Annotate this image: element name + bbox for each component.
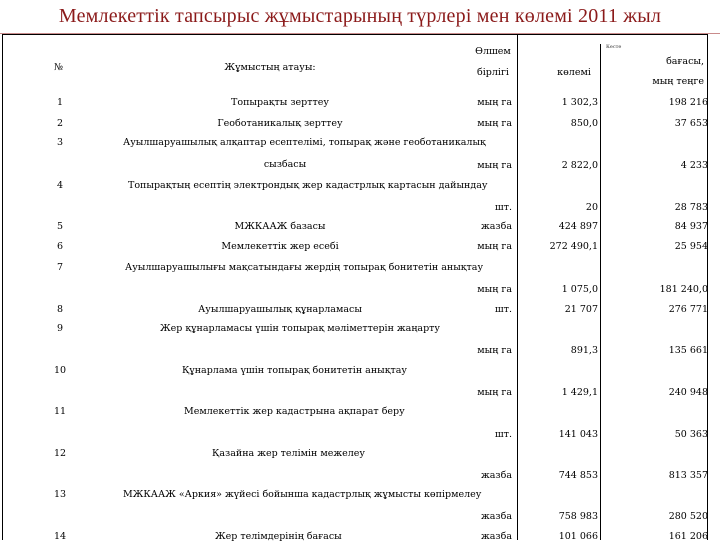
row-5-volume: 424 897 xyxy=(558,221,598,232)
row-3-num: 3 xyxy=(57,137,64,148)
row-13-num: 13 xyxy=(54,489,67,500)
row-5-cost: 84 937 xyxy=(674,221,708,232)
row-1-volume: 1 302,3 xyxy=(561,97,598,108)
header-unit-top: Өлшем xyxy=(475,46,511,57)
row-2-cost: 37 653 xyxy=(674,118,708,129)
row-3-name: Ауылшаруашылық алқаптар есептелімі, топырақ және геоботаникалық xyxy=(123,137,486,148)
row-13-name: МЖКААЖ «Аркия» жүйесі бойынша кадастрлық жұмысты көпірмелеу xyxy=(123,489,482,500)
row-4-unit: шт. xyxy=(494,202,512,213)
row-7-unit: мың га xyxy=(477,284,512,295)
row-13-cost: 280 520 xyxy=(668,511,708,522)
row-14-volume: 101 066 xyxy=(558,531,598,542)
row-2-num: 2 xyxy=(57,118,64,129)
row-8-volume: 21 707 xyxy=(564,304,598,315)
row-12-cost: 813 357 xyxy=(668,470,708,481)
row-6-unit: мың га xyxy=(477,241,512,252)
row-6-volume: 272 490,1 xyxy=(549,241,598,252)
row-1-cost: 198 216 xyxy=(668,97,708,108)
table-vline-volume xyxy=(600,44,601,540)
row-1-num: 1 xyxy=(57,97,64,108)
row-7-cost: 181 240,0 xyxy=(659,284,708,295)
row-9-name: Жер құнарламасы үшін топырақ мәліметтерін жаңарту xyxy=(160,323,441,334)
header-cost-bottom: мың теңге xyxy=(652,76,704,87)
row-7-volume: 1 075,0 xyxy=(561,284,598,295)
row-11-volume: 141 043 xyxy=(558,429,598,440)
header-cost-top: бағасы, xyxy=(666,56,704,67)
row-3-name-cont: сызбасы xyxy=(263,159,307,170)
row-9-unit: мың га xyxy=(477,345,512,356)
table-vline-unit xyxy=(517,34,518,540)
row-11-unit: шт. xyxy=(494,429,512,440)
row-3-volume: 2 822,0 xyxy=(561,160,598,171)
row-1-unit: мың га xyxy=(477,97,512,108)
row-11-name: Мемлекеттік жер кадастрына ақпарат беру xyxy=(184,406,405,417)
row-5-num: 5 xyxy=(57,221,64,232)
row-2-name: Геоботаникалық зерттеу xyxy=(217,118,343,129)
row-6-cost: 25 954 xyxy=(674,241,708,252)
row-8-num: 8 xyxy=(57,304,64,315)
header-name: Жұмыстың атауы: xyxy=(224,62,316,73)
row-4-cost: 28 783 xyxy=(674,202,708,213)
row-14-cost: 161 206 xyxy=(668,531,708,542)
table-vline-left xyxy=(2,34,3,540)
row-14-num: 14 xyxy=(54,531,67,542)
row-5-name: МЖКААЖ базасы xyxy=(234,221,326,232)
table-hline-top xyxy=(2,34,708,35)
row-12-num: 12 xyxy=(54,448,67,459)
row-8-name: Ауылшаруашылық құнарламасы xyxy=(198,304,362,315)
row-1-name: Топырақты зерттеу xyxy=(231,97,329,108)
row-6-num: 6 xyxy=(57,241,64,252)
header-unit-bottom: бірлігі xyxy=(477,67,509,78)
row-12-unit: жазба xyxy=(481,470,512,481)
header-small-note: Кесте xyxy=(606,44,622,50)
row-4-name: Топырақтың есептің электрондық жер кадастрлық картасын дайындау xyxy=(128,180,488,191)
row-14-name: Жер телімдерінің бағасы xyxy=(215,531,342,542)
page-title: Мемлекеттік тапсырыс жұмыстарының түрлері мен көлемі 2011 жыл xyxy=(58,5,662,27)
row-8-cost: 276 771 xyxy=(668,304,708,315)
header-volume: көлемі xyxy=(557,67,591,78)
row-10-num: 10 xyxy=(54,365,67,376)
header-num: № xyxy=(54,62,63,73)
row-10-name: Құнарлама үшін топырақ бонитетін анықтау xyxy=(182,365,407,376)
row-13-unit: жазба xyxy=(481,511,512,522)
row-3-cost: 4 233 xyxy=(680,160,708,171)
row-7-num: 7 xyxy=(57,262,64,273)
row-10-volume: 1 429,1 xyxy=(561,387,598,398)
row-2-unit: мың га xyxy=(477,118,512,129)
row-13-volume: 758 983 xyxy=(558,511,598,522)
row-6-name: Мемлекеттік жер есебі xyxy=(221,241,339,252)
data-table xyxy=(0,34,720,540)
row-10-cost: 240 948 xyxy=(668,387,708,398)
row-12-name: Қазайна жер телімін межелеу xyxy=(212,448,366,459)
row-10-unit: мың га xyxy=(477,387,512,398)
row-4-num: 4 xyxy=(57,180,64,191)
row-9-num: 9 xyxy=(57,323,64,334)
row-14-unit: жазба xyxy=(481,531,512,542)
row-8-unit: шт. xyxy=(494,304,512,315)
row-2-volume: 850,0 xyxy=(570,118,598,129)
row-3-unit: мың га xyxy=(477,160,512,171)
row-4-volume: 20 xyxy=(585,202,598,213)
row-11-num: 11 xyxy=(54,406,67,417)
row-7-name: Ауылшаруашылығы мақсатындағы жердің топырақ бонитетін анықтау xyxy=(125,262,484,273)
row-9-cost: 135 661 xyxy=(668,345,708,356)
row-11-cost: 50 363 xyxy=(674,429,708,440)
row-5-unit: жазба xyxy=(481,221,512,232)
row-12-volume: 744 853 xyxy=(558,470,598,481)
row-9-volume: 891,3 xyxy=(570,345,598,356)
